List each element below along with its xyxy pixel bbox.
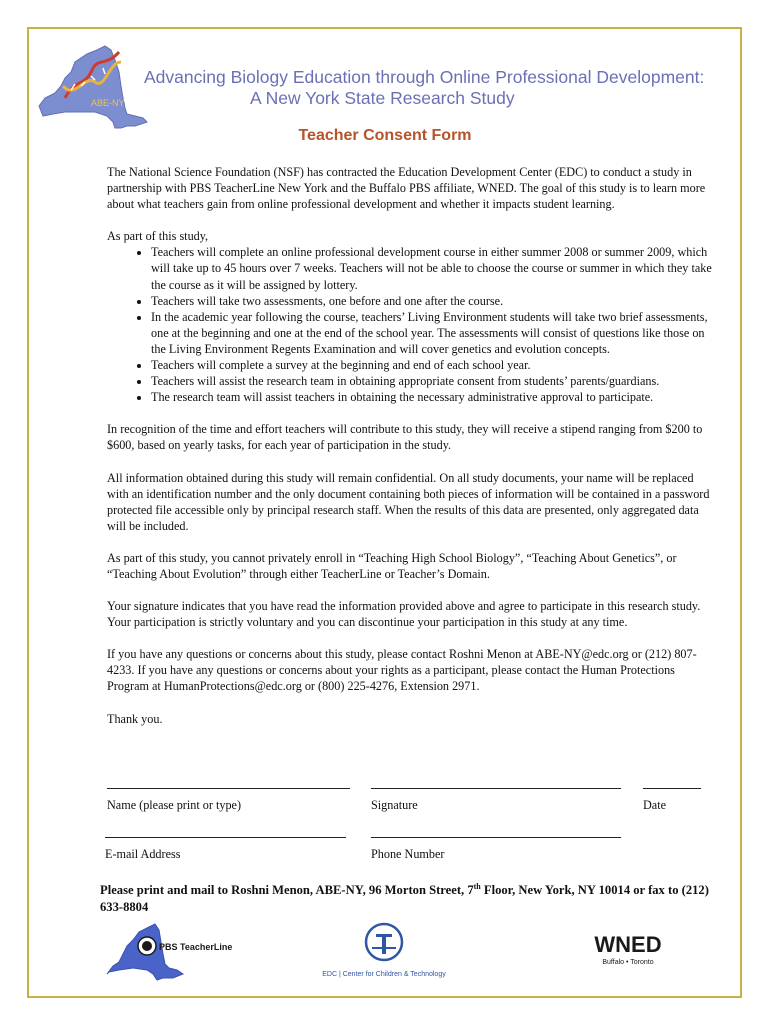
email-field[interactable] — [105, 837, 346, 862]
phone-field[interactable] — [371, 837, 621, 862]
signature-field[interactable] — [371, 788, 621, 813]
phone-line[interactable] — [371, 837, 621, 838]
list-item: • Teachers will assist the research team in obtaining appropriate consent from students’ parents/guardians. — [151, 373, 715, 389]
header-title-line1: Advancing Biology Education through Online Professional Development: — [144, 67, 705, 87]
list-item: • Teachers will take two assessments, one before and one after the course. — [151, 293, 715, 309]
document-header — [144, 67, 744, 109]
pbs-teacherline-logo — [103, 918, 253, 986]
abe-ny-logo — [35, 38, 150, 138]
intro-paragraph: The National Science Foundation (NSF) has contracted the Education Development Center (EDC) to conduct a study in partnership with PBS TeacherLine New York and the Buffalo PBS affiliate, WNED. The goal of this study is to learn more about what teachers gain from online professional development and whether it impacts student learning. — [107, 165, 706, 212]
signature-line[interactable] — [371, 788, 621, 789]
enrollment-paragraph: As part of this study, you cannot privately enroll in “Teaching High School Biology”, “Teaching About Genetics”, or “Teaching About Evolution” through either TeacherLine or Teacher’s Domain. — [107, 550, 677, 581]
email-label: E-mail Address — [105, 847, 181, 861]
svg-text:Buffalo • Toronto: Buffalo • Toronto — [602, 959, 654, 966]
header-title-line2: A New York State Research Study — [250, 88, 515, 108]
consent-body — [107, 164, 715, 743]
as-part-label: As part of this study, — [107, 229, 209, 244]
mailing-instructions: Please print and mail to Roshni Menon, ABE-NY, 96 Morton Street, 7th Floor, New York, NY 10014 or fax to (212) 633-8804 — [100, 882, 709, 915]
phone-label: Phone Number — [371, 847, 445, 861]
date-field[interactable] — [643, 788, 701, 813]
list-item: • Teachers will complete a survey at the beginning and end of each school year. — [151, 357, 715, 373]
name-label: Name (please print or type) — [107, 798, 242, 812]
signature-label: Signature — [371, 798, 418, 812]
list-item: • Teachers will complete an online professional development course in either summer 2008 or summer 2009, which will take up to 45 hours over 7 weeks. Teachers will not be able to choose the course or summer in which they take the course as it will be assigned by lottery. — [151, 244, 715, 292]
signature-paragraph: Your signature indicates that you have read the information provided above and agree to participate in this research study. Your participation is strictly voluntary and you can discontinue your participation in this study at any time. — [107, 599, 701, 630]
name-line[interactable] — [107, 788, 350, 789]
svg-text:PBS TeacherLine: PBS TeacherLine — [159, 942, 233, 952]
name-field[interactable] — [107, 788, 350, 813]
wned-logo — [584, 922, 674, 970]
list-item: • The research team will assist teachers in obtaining the necessary administrative approval to participate. — [151, 389, 715, 405]
questions-paragraph: If you have any questions or concerns about this study, please contact Roshni Menon at ABE-NY@edc.org or (212) 807-4233. If you have any questions or concerns about your rights as a participant, please contact the Human Protections Program at HumanProtections@edc.org or (800) 225-4276, Extension 2971. — [107, 647, 697, 694]
email-line[interactable] — [105, 837, 346, 838]
date-label: Date — [643, 798, 667, 812]
confidentiality-paragraph: All information obtained during this study will remain confidential. On all study documents, your name will be replaced with an identification number and the only document containing both pieces of information will be contained in a password protected file accessible only by principal research staff. When the results of this data are presented, only aggregated data will be included. — [107, 470, 710, 533]
edc-logo — [310, 918, 458, 984]
stipend-paragraph: In recognition of the time and effort teachers will contribute to this study, they will receive a stipend ranging from $200 to $600, based on yearly tasks, for each year of participation in the study. — [107, 422, 703, 453]
form-title: Teacher Consent Form — [298, 127, 472, 144]
list-item: • In the academic year following the course, teachers’ Living Environment students will take two brief assessments, one at the beginning and one at the end of the school year. The assessments will consist of questions like those on the Living Environment Regents Examination and will cover genetics and evolution concepts. — [151, 309, 715, 357]
svg-text:ABE-NY: ABE-NY — [91, 98, 125, 108]
study-requirements-list — [107, 244, 715, 405]
svg-text:WNED: WNED — [594, 932, 662, 957]
date-line[interactable] — [643, 788, 701, 789]
svg-text:EDC | Center for Children & Te: EDC | Center for Children & Technology — [322, 971, 446, 978]
thank-you: Thank you. — [107, 711, 163, 726]
